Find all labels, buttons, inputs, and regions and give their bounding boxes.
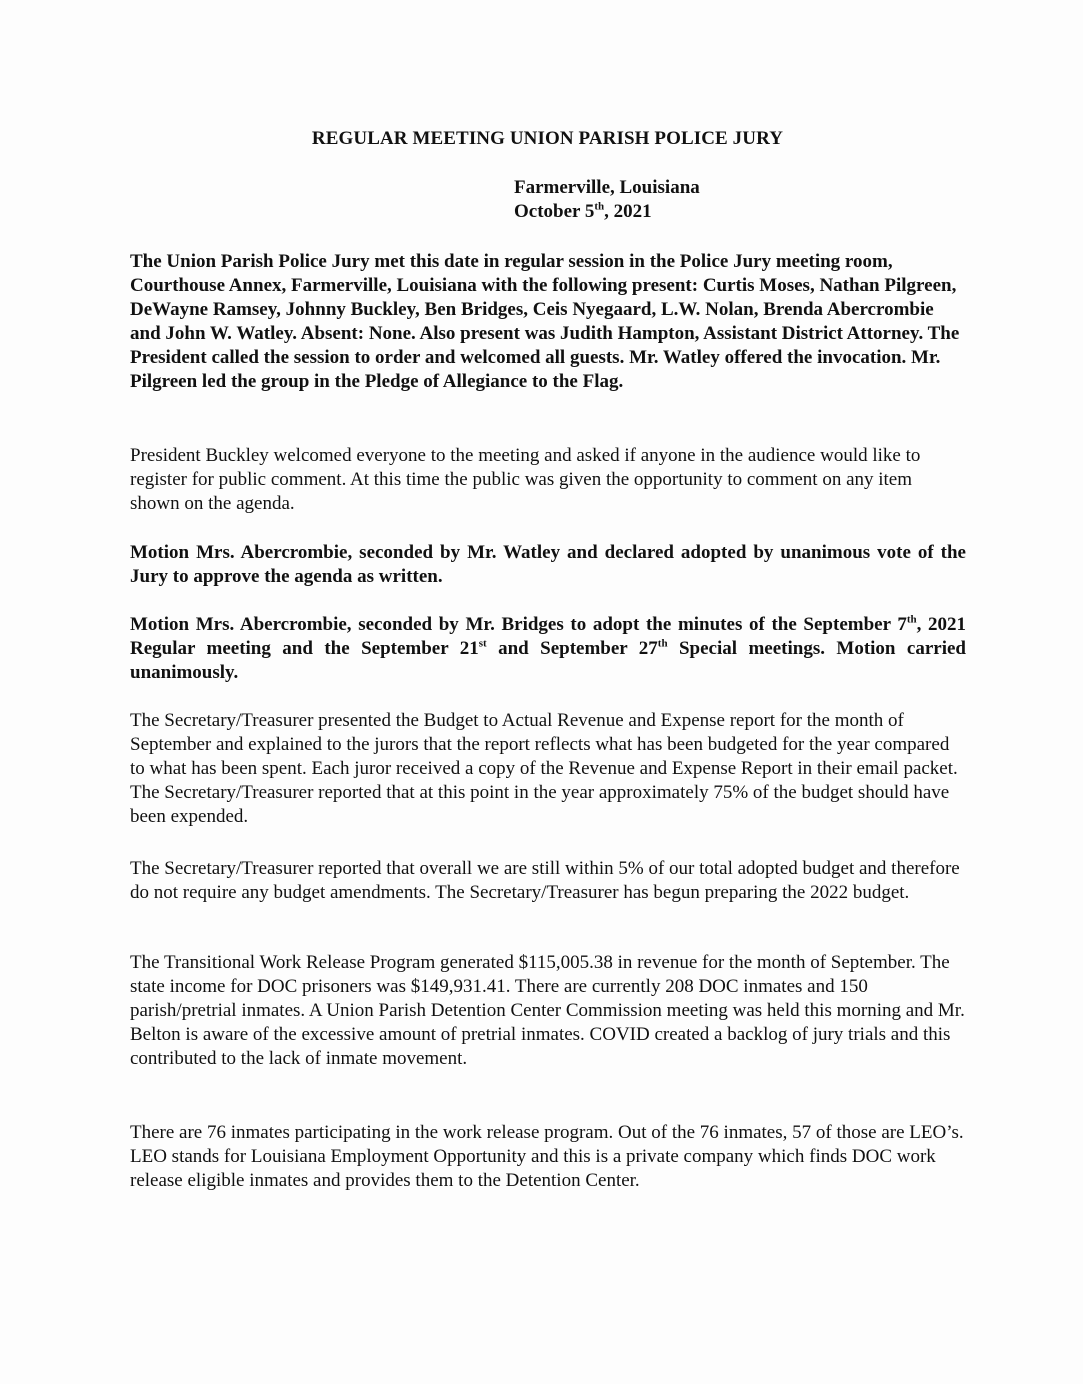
location-line: Farmerville, Louisiana — [514, 177, 700, 198]
minutes-motion-text-c: and September 27 — [486, 638, 658, 659]
public-comment-paragraph: President Buckley welcomed everyone to the meeting and asked if anyone in the audience would like to register for public comment. At this time the public was given the opportunity to comment on any item shown on the agenda. — [130, 445, 921, 514]
date-line — [514, 200, 700, 224]
minutes-motion-paragraph — [130, 613, 966, 685]
minutes-motion-text-b: , 2021 Regular meeting and the September 21 — [130, 614, 967, 659]
minutes-motion-text-a: Motion Mrs. Abercrombie, seconded by Mr. Bridges to adopt the minutes of the September 7 — [130, 614, 907, 635]
budget-status-paragraph: The Secretary/Treasurer reported that overall we are still within 5% of our total adopted budget and therefore do not require any budget amendments. The Secretary/Treasurer has begun preparing the 2022 budget. — [130, 858, 960, 903]
work-release-participants-paragraph: There are 76 inmates participating in the work release program. Out of the 76 inmates, 57 of those are LEO’s. LEO stands for Louisiana Employment Opportunity and this is a private company which finds DOC work release eligible inmates and provides them to the Detention Center. — [130, 1122, 964, 1191]
agenda-motion-paragraph: Motion Mrs. Abercrombie, seconded by Mr. Watley and declared adopted by unanimous vote of the Jury to approve the agenda as written. — [130, 542, 966, 587]
budget-report-paragraph: The Secretary/Treasurer presented the Budget to Actual Revenue and Expense report for the month of September and explained to the jurors that the report reflects what has been budgeted for the year compared to what has been spent. Each juror received a copy of the Revenue and Expense Report in their email packet. The Secretary/Treasurer reported that at this point in the year approximately 75% of the budget should have been expended. — [130, 710, 958, 827]
ordinal-suffix: st — [478, 637, 487, 650]
location-date-block — [514, 176, 700, 224]
document-title: REGULAR MEETING UNION PARISH POLICE JURY — [311, 128, 784, 149]
minutes-motion-text-d: Special meetings. Motion carried unanimously. — [130, 638, 966, 683]
ordinal-suffix: th — [906, 613, 917, 626]
work-release-revenue-paragraph: The Transitional Work Release Program generated $115,005.38 in revenue for the month of September. The state income for DOC prisoners was $149,931.41. There are currently 208 DOC inmates and 150 parish/pretrial inmates. A Union Parish Detention Center Commission meeting was held this morning and Mr. Belton is aware of the excessive amount of pretrial inmates. COVID created a backlog of jury trials and this contributed to the lack of inmate movement. — [130, 952, 965, 1069]
ordinal-suffix: th — [657, 637, 668, 650]
date-prefix: October 5 — [514, 201, 595, 222]
attendance-paragraph: The Union Parish Police Jury met this date in regular session in the Police Jury meeting room, Courthouse Annex, Farmerville, Louisiana with the following present: Curtis Moses, Nathan Pilgreen, DeWayne Ramsey, Johnny Buckley, Ben Bridges, Ceis Nyegaard, L.W. Nolan, Brenda Abercrombie and John W. Watley. Absent: None. Also present was Judith Hampton, Assistant District Attorney. The President called the session to order and welcomed all guests. Mr. Watley offered the invocation. Mr. Pilgreen led the group in the Pledge of Allegiance to the Flag. — [130, 251, 960, 392]
date-ordinal-suffix: th — [594, 200, 605, 213]
date-year: , 2021 — [604, 201, 652, 222]
